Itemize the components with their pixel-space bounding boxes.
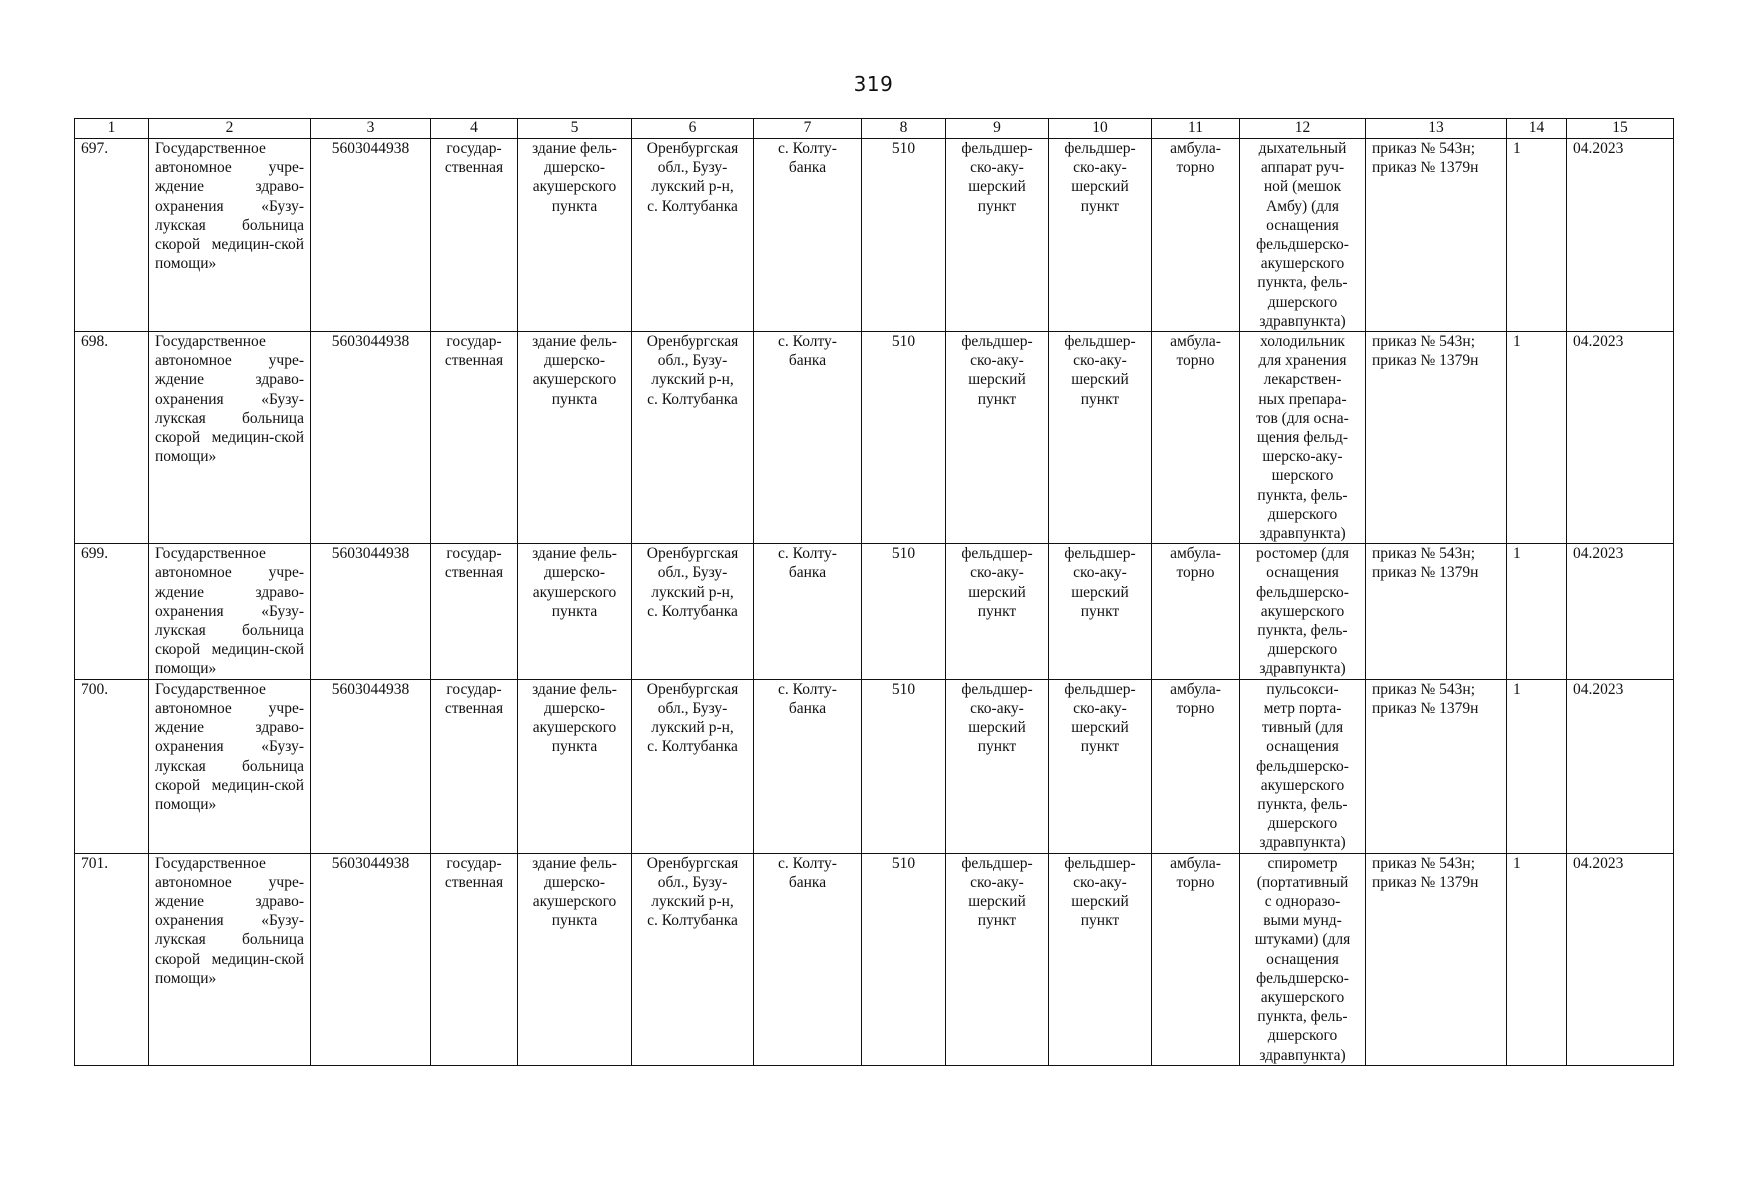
facility-unit: фельдшер- ско-аку- шерский пункт xyxy=(1049,544,1152,679)
address: Оренбургская обл., Бузу- лукский р-н, с. Колтубанка xyxy=(632,853,754,1065)
inn: 5603044938 xyxy=(311,332,431,544)
address: Оренбургская обл., Бузу- лукский р-н, с. Колтубанка xyxy=(632,544,754,679)
organization-name: Государственное автономное учре-ждение здраво-охранения «Бузу-лукская больница скорой медицин-ской помощи» xyxy=(149,332,311,544)
address: Оренбургская обл., Бузу- лукский р-н, с. Колтубанка xyxy=(632,332,754,544)
row-number: 700. xyxy=(75,679,149,853)
address: Оренбургская обл., Бузу- лукский р-н, с. Колтубанка xyxy=(632,679,754,853)
order-reference: приказ № 543н; приказ № 1379н xyxy=(1366,544,1507,679)
column-header: 1 xyxy=(75,119,149,139)
organization-name: Государственное автономное учре-ждение здраво-охранения «Бузу-лукская больница скорой медицин-ской помощи» xyxy=(149,139,311,332)
column-header: 6 xyxy=(632,119,754,139)
table-row xyxy=(75,679,1674,853)
equipment-name: холодильник для хранения лекарствен- ных препара- тов (для осна- щения фельд- шерско-аку- шерского пункта, фель- дшерского здравпункта) xyxy=(1240,332,1366,544)
inn: 5603044938 xyxy=(311,544,431,679)
facility-type: фельдшер- ско-аку- шерский пункт xyxy=(946,853,1049,1065)
quantity: 1 xyxy=(1507,139,1567,332)
column-header: 3 xyxy=(311,119,431,139)
column-header: 11 xyxy=(1152,119,1240,139)
equipment-registry-table xyxy=(74,118,1674,1066)
ownership-form: государ- ственная xyxy=(431,853,518,1065)
quantity: 1 xyxy=(1507,853,1567,1065)
care-conditions: амбула- торно xyxy=(1152,544,1240,679)
date: 04.2023 xyxy=(1567,679,1674,853)
equipment-name: дыхательный аппарат руч- ной (мешок Амбу) (для оснащения фельдшерско- акушерского пункта, фель- дшерского здравпункта) xyxy=(1240,139,1366,332)
table-row xyxy=(75,332,1674,544)
care-conditions: амбула- торно xyxy=(1152,332,1240,544)
ownership-form: государ- ственная xyxy=(431,544,518,679)
table-row xyxy=(75,139,1674,332)
code: 510 xyxy=(862,139,946,332)
column-header: 14 xyxy=(1507,119,1567,139)
date: 04.2023 xyxy=(1567,332,1674,544)
building: здание фель- дшерско- акушерского пункта xyxy=(518,853,632,1065)
inn: 5603044938 xyxy=(311,853,431,1065)
settlement: с. Колту- банка xyxy=(754,679,862,853)
column-header: 4 xyxy=(431,119,518,139)
column-header: 5 xyxy=(518,119,632,139)
date: 04.2023 xyxy=(1567,544,1674,679)
settlement: с. Колту- банка xyxy=(754,544,862,679)
order-reference: приказ № 543н; приказ № 1379н xyxy=(1366,139,1507,332)
facility-type: фельдшер- ско-аку- шерский пункт xyxy=(946,332,1049,544)
column-header: 2 xyxy=(149,119,311,139)
organization-name: Государственное автономное учре-ждение здраво-охранения «Бузу-лукская больница скорой медицин-ской помощи» xyxy=(149,853,311,1065)
column-header: 13 xyxy=(1366,119,1507,139)
facility-unit: фельдшер- ско-аку- шерский пункт xyxy=(1049,139,1152,332)
quantity: 1 xyxy=(1507,332,1567,544)
table-row xyxy=(75,544,1674,679)
building: здание фель- дшерско- акушерского пункта xyxy=(518,679,632,853)
settlement: с. Колту- банка xyxy=(754,332,862,544)
row-number: 699. xyxy=(75,544,149,679)
equipment-name: ростомер (для оснащения фельдшерско- акушерского пункта, фель- дшерского здравпункта) xyxy=(1240,544,1366,679)
page-number: 319 xyxy=(853,72,894,96)
column-header: 7 xyxy=(754,119,862,139)
equipment-name: пульсокси- метр порта- тивный (для оснащения фельдшерско- акушерского пункта, фель- дшерского здравпункта) xyxy=(1240,679,1366,853)
building: здание фель- дшерско- акушерского пункта xyxy=(518,332,632,544)
facility-type: фельдшер- ско-аку- шерский пункт xyxy=(946,544,1049,679)
code: 510 xyxy=(862,679,946,853)
table-row xyxy=(75,853,1674,1065)
inn: 5603044938 xyxy=(311,139,431,332)
facility-type: фельдшер- ско-аку- шерский пункт xyxy=(946,139,1049,332)
code: 510 xyxy=(862,332,946,544)
organization-name: Государственное автономное учре-ждение здраво-охранения «Бузу-лукская больница скорой медицин-ской помощи» xyxy=(149,679,311,853)
settlement: с. Колту- банка xyxy=(754,139,862,332)
quantity: 1 xyxy=(1507,679,1567,853)
care-conditions: амбула- торно xyxy=(1152,139,1240,332)
settlement: с. Колту- банка xyxy=(754,853,862,1065)
column-header: 10 xyxy=(1049,119,1152,139)
facility-unit: фельдшер- ско-аку- шерский пункт xyxy=(1049,332,1152,544)
ownership-form: государ- ственная xyxy=(431,679,518,853)
column-header: 9 xyxy=(946,119,1049,139)
code: 510 xyxy=(862,853,946,1065)
ownership-form: государ- ственная xyxy=(431,332,518,544)
column-number-row xyxy=(75,119,1674,139)
building: здание фель- дшерско- акушерского пункта xyxy=(518,139,632,332)
address: Оренбургская обл., Бузу- лукский р-н, с. Колтубанка xyxy=(632,139,754,332)
equipment-name: спирометр (портативный с одноразо- выми мунд- штуками) (для оснащения фельдшерско- акушерского пункта, фель- дшерского здравпункта) xyxy=(1240,853,1366,1065)
organization-name: Государственное автономное учре-ждение здраво-охранения «Бузу-лукская больница скорой медицин-ской помощи» xyxy=(149,544,311,679)
column-header: 8 xyxy=(862,119,946,139)
row-number: 701. xyxy=(75,853,149,1065)
care-conditions: амбула- торно xyxy=(1152,679,1240,853)
quantity: 1 xyxy=(1507,544,1567,679)
order-reference: приказ № 543н; приказ № 1379н xyxy=(1366,853,1507,1065)
order-reference: приказ № 543н; приказ № 1379н xyxy=(1366,332,1507,544)
ownership-form: государ- ственная xyxy=(431,139,518,332)
building: здание фель- дшерско- акушерского пункта xyxy=(518,544,632,679)
date: 04.2023 xyxy=(1567,853,1674,1065)
date: 04.2023 xyxy=(1567,139,1674,332)
row-number: 698. xyxy=(75,332,149,544)
facility-unit: фельдшер- ско-аку- шерский пункт xyxy=(1049,679,1152,853)
column-header: 12 xyxy=(1240,119,1366,139)
facility-type: фельдшер- ско-аку- шерский пункт xyxy=(946,679,1049,853)
care-conditions: амбула- торно xyxy=(1152,853,1240,1065)
row-number: 697. xyxy=(75,139,149,332)
order-reference: приказ № 543н; приказ № 1379н xyxy=(1366,679,1507,853)
column-header: 15 xyxy=(1567,119,1674,139)
facility-unit: фельдшер- ско-аку- шерский пункт xyxy=(1049,853,1152,1065)
inn: 5603044938 xyxy=(311,679,431,853)
code: 510 xyxy=(862,544,946,679)
